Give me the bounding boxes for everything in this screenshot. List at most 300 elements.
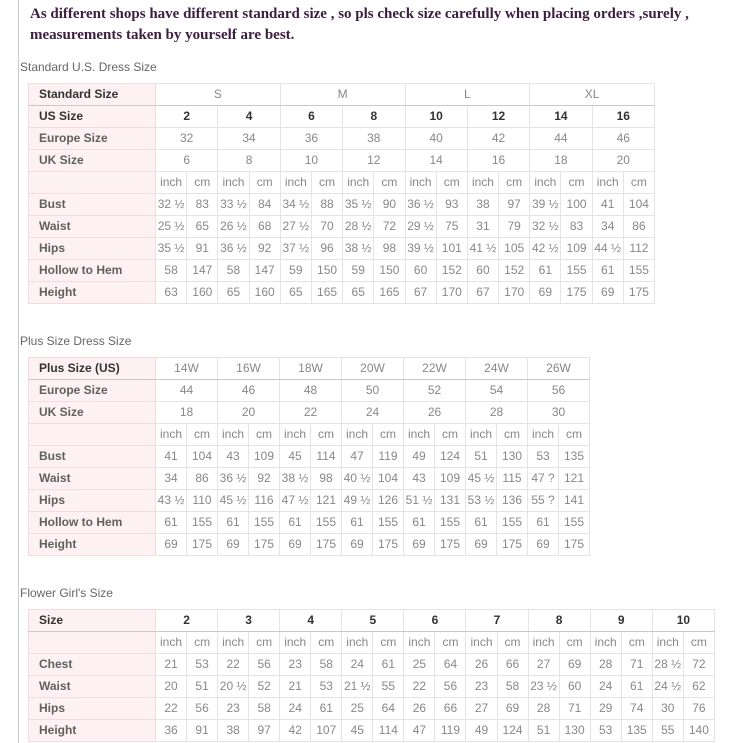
- size-cell: 175: [623, 282, 654, 304]
- size-cell: 71: [621, 654, 652, 676]
- size-cell: 86: [623, 216, 654, 238]
- size-cell: 2: [156, 610, 218, 632]
- row-label: [29, 632, 156, 654]
- table-row: [29, 238, 655, 260]
- size-cell: 25: [342, 698, 373, 720]
- size-cell: 61: [218, 512, 249, 534]
- size-cell: 52: [249, 676, 280, 698]
- plus-size-table-container: [28, 357, 734, 556]
- size-cell: 46: [592, 128, 654, 150]
- size-cell: 44: [530, 128, 592, 150]
- size-cell: 51 ½: [404, 490, 435, 512]
- size-cell: 155: [623, 260, 654, 282]
- page-left-border: [18, 0, 19, 743]
- size-cell: 150: [311, 260, 342, 282]
- size-cell: 38: [343, 128, 405, 150]
- size-cell: 61: [404, 512, 435, 534]
- size-cell: 165: [374, 282, 405, 304]
- size-cell: inch: [218, 632, 249, 654]
- table-row: [29, 172, 655, 194]
- table-row: [29, 676, 715, 698]
- size-cell: inch: [652, 632, 683, 654]
- size-cell: 5: [342, 610, 404, 632]
- size-cell: 124: [435, 446, 466, 468]
- size-cell: 175: [559, 534, 590, 556]
- row-label: Height: [29, 720, 156, 742]
- table-row: [29, 128, 655, 150]
- size-cell: 18: [156, 402, 218, 424]
- size-cell: 18: [530, 150, 592, 172]
- size-cell: inch: [530, 172, 561, 194]
- size-cell: 170: [436, 282, 467, 304]
- size-cell: 24: [342, 402, 404, 424]
- size-cell: 27: [466, 698, 497, 720]
- size-cell: 21 ½: [342, 676, 373, 698]
- size-cell: 56: [435, 676, 466, 698]
- size-cell: cm: [187, 172, 218, 194]
- size-cell: 130: [497, 446, 528, 468]
- size-cell: 76: [683, 698, 714, 720]
- size-cell: 47: [342, 446, 373, 468]
- size-cell: 25: [404, 654, 435, 676]
- size-cell: 63: [156, 282, 187, 304]
- size-cell: 91: [187, 238, 218, 260]
- size-cell: 72: [374, 216, 405, 238]
- size-cell: 22W: [404, 358, 466, 380]
- size-cell: 131: [435, 490, 466, 512]
- size-cell: 34 ½: [280, 194, 311, 216]
- size-cell: 155: [561, 260, 592, 282]
- size-cell: 155: [311, 512, 342, 534]
- size-cell: 49 ½: [342, 490, 373, 512]
- size-cell: 41: [592, 194, 623, 216]
- table-row: [29, 610, 715, 632]
- table-row: [29, 490, 590, 512]
- size-cell: 28 ½: [343, 216, 374, 238]
- size-cell: 155: [559, 512, 590, 534]
- size-cell: 58: [497, 676, 528, 698]
- row-label: Height: [29, 282, 156, 304]
- row-label: Hips: [29, 490, 156, 512]
- size-cell: 20: [592, 150, 654, 172]
- size-cell: 61: [466, 512, 497, 534]
- size-cell: 7: [466, 610, 528, 632]
- size-cell: inch: [280, 172, 311, 194]
- size-cell: 175: [187, 534, 218, 556]
- size-cell: 116: [249, 490, 280, 512]
- size-cell: 104: [623, 194, 654, 216]
- size-cell: 109: [561, 238, 592, 260]
- size-cell: cm: [497, 424, 528, 446]
- size-cell: inch: [528, 632, 559, 654]
- size-cell: 61: [592, 260, 623, 282]
- size-cell: cm: [559, 424, 590, 446]
- size-cell: 124: [497, 720, 528, 742]
- size-cell: 10: [280, 150, 342, 172]
- size-cell: 4: [218, 106, 280, 128]
- size-cell: 32 ½: [530, 216, 561, 238]
- section-title-plus-size: Plus Size Dress Size: [20, 334, 132, 348]
- size-cell: 8: [343, 106, 405, 128]
- table-row: [29, 402, 590, 424]
- size-cell: 6: [280, 106, 342, 128]
- size-cell: 21: [280, 676, 311, 698]
- table-row: [29, 282, 655, 304]
- table-row: [29, 468, 590, 490]
- size-cell: 61: [373, 654, 404, 676]
- size-cell: cm: [559, 632, 590, 654]
- size-cell: 27 ½: [280, 216, 311, 238]
- section-title-flower-girl-size: Flower Girl's Size: [20, 586, 113, 600]
- size-cell: 51: [528, 720, 559, 742]
- size-cell: 24W: [466, 358, 528, 380]
- size-cell: 6: [404, 610, 466, 632]
- size-cell: 36 ½: [405, 194, 436, 216]
- size-cell: 61: [311, 698, 342, 720]
- size-cell: 4: [280, 610, 342, 632]
- size-cell: 18W: [280, 358, 342, 380]
- size-cell: 53: [528, 446, 559, 468]
- row-label: Hollow to Hem: [29, 512, 156, 534]
- row-label: Standard Size: [29, 84, 156, 106]
- size-cell: cm: [249, 632, 280, 654]
- size-cell: 8: [218, 150, 280, 172]
- size-cell: 64: [373, 698, 404, 720]
- size-cell: 34: [218, 128, 280, 150]
- size-cell: 22: [156, 698, 187, 720]
- size-cell: 88: [311, 194, 342, 216]
- size-cell: 62: [683, 676, 714, 698]
- size-cell: 14: [405, 150, 467, 172]
- size-cell: cm: [249, 424, 280, 446]
- size-cell: 65: [343, 282, 374, 304]
- size-cell: 53 ½: [466, 490, 497, 512]
- row-label: Bust: [29, 194, 156, 216]
- size-cell: 66: [435, 698, 466, 720]
- size-cell: 175: [435, 534, 466, 556]
- size-cell: 135: [621, 720, 652, 742]
- size-cell: 101: [436, 238, 467, 260]
- size-cell: 53: [311, 676, 342, 698]
- table-row: [29, 260, 655, 282]
- size-cell: 26: [466, 654, 497, 676]
- table-row: [29, 106, 655, 128]
- size-cell: 36 ½: [218, 468, 249, 490]
- size-cell: inch: [156, 632, 187, 654]
- row-label: US Size: [29, 106, 156, 128]
- size-cell: inch: [156, 172, 187, 194]
- row-label: Waist: [29, 468, 156, 490]
- size-cell: 130: [559, 720, 590, 742]
- size-cell: 31: [467, 216, 498, 238]
- size-cell: 65: [280, 282, 311, 304]
- size-cell: 55: [373, 676, 404, 698]
- size-cell: 22: [218, 654, 249, 676]
- standard-us-dress-size-table: [28, 83, 655, 304]
- size-cell: S: [156, 84, 281, 106]
- size-cell: 58: [249, 698, 280, 720]
- size-cell: 100: [561, 194, 592, 216]
- size-cell: 160: [187, 282, 218, 304]
- size-cell: 61: [528, 512, 559, 534]
- size-cell: 93: [436, 194, 467, 216]
- size-cell: 61: [342, 512, 373, 534]
- size-cell: 36 ½: [218, 238, 249, 260]
- size-cell: 46: [218, 380, 280, 402]
- size-cell: 47 ½: [280, 490, 311, 512]
- size-cell: 36: [156, 720, 187, 742]
- size-cell: 47 ?: [528, 468, 559, 490]
- row-label: Hips: [29, 698, 156, 720]
- size-cell: 68: [249, 216, 280, 238]
- size-cell: 30: [652, 698, 683, 720]
- size-cell: cm: [436, 172, 467, 194]
- size-cell: 69: [466, 534, 497, 556]
- size-cell: 104: [373, 468, 404, 490]
- size-cell: 70: [311, 216, 342, 238]
- standard-size-table-container: [28, 83, 734, 304]
- size-cell: inch: [343, 172, 374, 194]
- size-cell: 21: [156, 654, 187, 676]
- size-cell: inch: [342, 424, 373, 446]
- row-label: Europe Size: [29, 128, 156, 150]
- size-cell: 41 ½: [467, 238, 498, 260]
- row-label: Height: [29, 534, 156, 556]
- size-cell: 20 ½: [218, 676, 249, 698]
- size-cell: cm: [374, 172, 405, 194]
- size-cell: 3: [218, 610, 280, 632]
- size-cell: 152: [499, 260, 530, 282]
- size-cell: 49: [466, 720, 497, 742]
- size-cell: 155: [187, 512, 218, 534]
- size-cell: 58: [311, 654, 342, 676]
- size-cell: 24: [590, 676, 621, 698]
- size-cell: 23: [218, 698, 249, 720]
- size-cell: 69: [530, 282, 561, 304]
- size-cell: 155: [373, 512, 404, 534]
- size-cell: cm: [435, 424, 466, 446]
- row-label: Size: [29, 610, 156, 632]
- size-cell: 61: [530, 260, 561, 282]
- size-cell: 32: [156, 128, 218, 150]
- size-cell: 69: [528, 534, 559, 556]
- size-cell: cm: [499, 172, 530, 194]
- size-cell: cm: [683, 632, 714, 654]
- size-cell: 26 ½: [218, 216, 249, 238]
- size-cell: 152: [436, 260, 467, 282]
- size-cell: 44: [156, 380, 218, 402]
- size-cell: 121: [559, 468, 590, 490]
- size-cell: 28: [528, 698, 559, 720]
- size-cell: cm: [311, 632, 342, 654]
- size-cell: 65: [218, 282, 249, 304]
- size-cell: 92: [249, 238, 280, 260]
- size-cell: 175: [497, 534, 528, 556]
- size-cell: 67: [467, 282, 498, 304]
- size-cell: 60: [405, 260, 436, 282]
- size-cell: 8: [528, 610, 590, 632]
- size-cell: cm: [187, 424, 218, 446]
- size-cell: 16W: [218, 358, 280, 380]
- flower-girls-size-table: [28, 609, 715, 742]
- table-row: [29, 446, 590, 468]
- size-cell: cm: [497, 632, 528, 654]
- size-cell: cm: [621, 632, 652, 654]
- size-cell: 147: [187, 260, 218, 282]
- size-cell: 84: [249, 194, 280, 216]
- size-cell: 47: [404, 720, 435, 742]
- size-cell: 12: [467, 106, 529, 128]
- size-cell: 58: [218, 260, 249, 282]
- size-cell: 59: [343, 260, 374, 282]
- size-cell: 140: [683, 720, 714, 742]
- size-cell: 71: [559, 698, 590, 720]
- size-cell: 50: [342, 380, 404, 402]
- size-cell: 32 ½: [156, 194, 187, 216]
- size-cell: 90: [374, 194, 405, 216]
- size-cell: 37 ½: [280, 238, 311, 260]
- size-cell: 30: [528, 402, 590, 424]
- size-cell: 42 ½: [530, 238, 561, 260]
- size-cell: inch: [280, 424, 311, 446]
- size-cell: 38 ½: [343, 238, 374, 260]
- size-cell: 26: [404, 698, 435, 720]
- size-cell: inch: [280, 632, 311, 654]
- size-cell: 64: [435, 654, 466, 676]
- size-cell: 69: [342, 534, 373, 556]
- row-label: [29, 172, 156, 194]
- table-row: [29, 534, 590, 556]
- row-label: UK Size: [29, 402, 156, 424]
- size-cell: cm: [373, 424, 404, 446]
- table-row: [29, 632, 715, 654]
- size-cell: 98: [311, 468, 342, 490]
- size-cell: 39 ½: [530, 194, 561, 216]
- size-cell: 44 ½: [592, 238, 623, 260]
- size-cell: 75: [436, 216, 467, 238]
- size-cell: 51: [466, 446, 497, 468]
- size-cell: 121: [311, 490, 342, 512]
- size-cell: 175: [249, 534, 280, 556]
- table-row: [29, 698, 715, 720]
- size-cell: 26: [404, 402, 466, 424]
- size-cell: 39 ½: [405, 238, 436, 260]
- size-cell: 56: [187, 698, 218, 720]
- size-cell: 61: [156, 512, 187, 534]
- size-cell: XL: [530, 84, 655, 106]
- size-cell: 69: [280, 534, 311, 556]
- size-cell: 60: [559, 676, 590, 698]
- size-cell: 43: [404, 468, 435, 490]
- size-cell: 28 ½: [652, 654, 683, 676]
- size-cell: 69: [404, 534, 435, 556]
- size-cell: inch: [592, 172, 623, 194]
- size-cell: 42: [467, 128, 529, 150]
- size-cell: 16: [592, 106, 654, 128]
- size-cell: 38 ½: [280, 468, 311, 490]
- size-cell: cm: [311, 424, 342, 446]
- size-cell: 23: [466, 676, 497, 698]
- size-cell: 97: [249, 720, 280, 742]
- section-title-standard-size: Standard U.S. Dress Size: [20, 60, 157, 74]
- table-row: [29, 216, 655, 238]
- size-cell: 104: [187, 446, 218, 468]
- size-cell: 91: [187, 720, 218, 742]
- size-cell: cm: [249, 172, 280, 194]
- row-label: Hips: [29, 238, 156, 260]
- size-cell: 175: [311, 534, 342, 556]
- size-cell: 22: [404, 676, 435, 698]
- size-cell: 109: [249, 446, 280, 468]
- size-cell: cm: [435, 632, 466, 654]
- size-cell: 175: [561, 282, 592, 304]
- size-cell: 43: [218, 446, 249, 468]
- size-cell: 56: [528, 380, 590, 402]
- size-cell: 69: [559, 654, 590, 676]
- size-cell: 49: [404, 446, 435, 468]
- size-cell: cm: [187, 632, 218, 654]
- size-cell: 12: [343, 150, 405, 172]
- size-cell: 48: [280, 380, 342, 402]
- size-cell: 107: [311, 720, 342, 742]
- size-cell: cm: [311, 172, 342, 194]
- size-cell: 45 ½: [218, 490, 249, 512]
- table-row: [29, 654, 715, 676]
- size-cell: 147: [249, 260, 280, 282]
- size-cell: 115: [497, 468, 528, 490]
- size-cell: 150: [374, 260, 405, 282]
- size-cell: 92: [249, 468, 280, 490]
- table-row: [29, 380, 590, 402]
- size-cell: 40 ½: [342, 468, 373, 490]
- size-cell: 170: [499, 282, 530, 304]
- size-cell: 35 ½: [156, 238, 187, 260]
- size-cell: 69: [497, 698, 528, 720]
- size-cell: 34: [156, 468, 187, 490]
- size-cell: 10: [405, 106, 467, 128]
- size-cell: 53: [590, 720, 621, 742]
- size-cell: inch: [528, 424, 559, 446]
- size-cell: 52: [404, 380, 466, 402]
- size-cell: 55 ?: [528, 490, 559, 512]
- size-cell: 136: [497, 490, 528, 512]
- row-label: Chest: [29, 654, 156, 676]
- size-cell: 54: [466, 380, 528, 402]
- size-cell: 56: [249, 654, 280, 676]
- plus-size-dress-size-table: [28, 357, 590, 556]
- size-cell: 86: [187, 468, 218, 490]
- size-cell: 109: [435, 468, 466, 490]
- size-cell: 114: [311, 446, 342, 468]
- size-cell: 20: [156, 676, 187, 698]
- size-cell: 65: [187, 216, 218, 238]
- size-cell: 141: [559, 490, 590, 512]
- size-cell: inch: [466, 632, 497, 654]
- size-cell: 98: [374, 238, 405, 260]
- table-row: [29, 358, 590, 380]
- size-cell: 61: [621, 676, 652, 698]
- size-cell: 135: [559, 446, 590, 468]
- size-cell: 43 ½: [156, 490, 187, 512]
- size-cell: inch: [590, 632, 621, 654]
- size-cell: 35 ½: [343, 194, 374, 216]
- size-cell: 114: [373, 720, 404, 742]
- size-cell: 69: [218, 534, 249, 556]
- size-cell: inch: [404, 424, 435, 446]
- size-cell: cm: [623, 172, 654, 194]
- size-cell: 23 ½: [528, 676, 559, 698]
- size-cell: 67: [405, 282, 436, 304]
